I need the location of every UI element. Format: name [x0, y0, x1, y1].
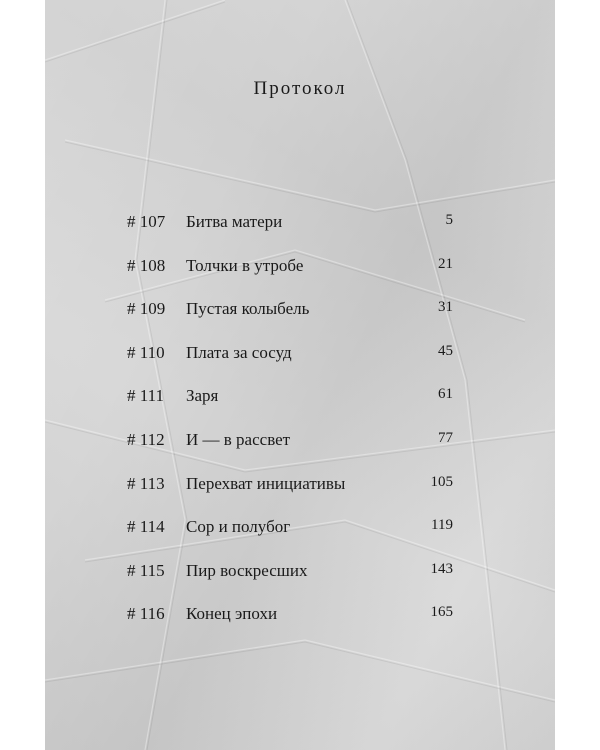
chapter-title: Сор и полубог — [186, 517, 291, 537]
chapter-number: # 107 — [127, 212, 166, 231]
toc-entry — [127, 335, 453, 379]
chapter-page: 5 — [445, 212, 453, 228]
chapter-number: # 112 — [127, 429, 165, 449]
toc-entry — [127, 204, 453, 248]
chapter-page: 77 — [438, 429, 453, 446]
chapter-number: # 115 — [127, 560, 165, 580]
chapter-number: # 109 — [127, 299, 166, 319]
table-of-contents — [127, 204, 453, 640]
chapter-number: # 113 — [127, 473, 165, 493]
chapter-page: 45 — [438, 342, 453, 359]
chapter-title: Битва матери — [186, 212, 283, 231]
chapter-page: 21 — [438, 255, 453, 272]
toc-entry — [127, 466, 453, 510]
chapter-title: Заря — [186, 386, 219, 406]
chapter-page: 61 — [438, 386, 453, 403]
chapter-number: # 114 — [127, 517, 165, 537]
chapter-number: # 108 — [127, 255, 166, 275]
chapter-page: 143 — [430, 560, 453, 577]
paper-page — [45, 0, 555, 750]
chapter-title: Пир воскресших — [186, 560, 308, 580]
toc-entry — [127, 248, 453, 292]
chapter-number: # 116 — [127, 604, 165, 624]
toc-entry — [127, 509, 453, 553]
chapter-number: # 110 — [127, 342, 165, 362]
chapter-title: И — в рассвет — [186, 429, 291, 449]
chapter-page: 31 — [438, 299, 453, 316]
page-title: Протокол — [253, 78, 347, 99]
chapter-title: Плата за сосуд — [186, 342, 292, 362]
chapter-title: Перехват инициативы — [186, 473, 346, 493]
toc-entry — [127, 596, 453, 640]
chapter-page: 165 — [430, 604, 453, 621]
toc-entry — [127, 553, 453, 597]
chapter-number: # 111 — [127, 386, 164, 406]
chapter-page: 105 — [430, 473, 453, 490]
toc-entry — [127, 422, 453, 466]
chapter-title: Толчки в утробе — [186, 255, 304, 275]
chapter-title: Пустая колыбель — [186, 299, 310, 319]
toc-entry — [127, 291, 453, 335]
chapter-page: 119 — [431, 517, 453, 534]
chapter-title: Конец эпохи — [186, 604, 278, 624]
toc-entry — [127, 378, 453, 422]
